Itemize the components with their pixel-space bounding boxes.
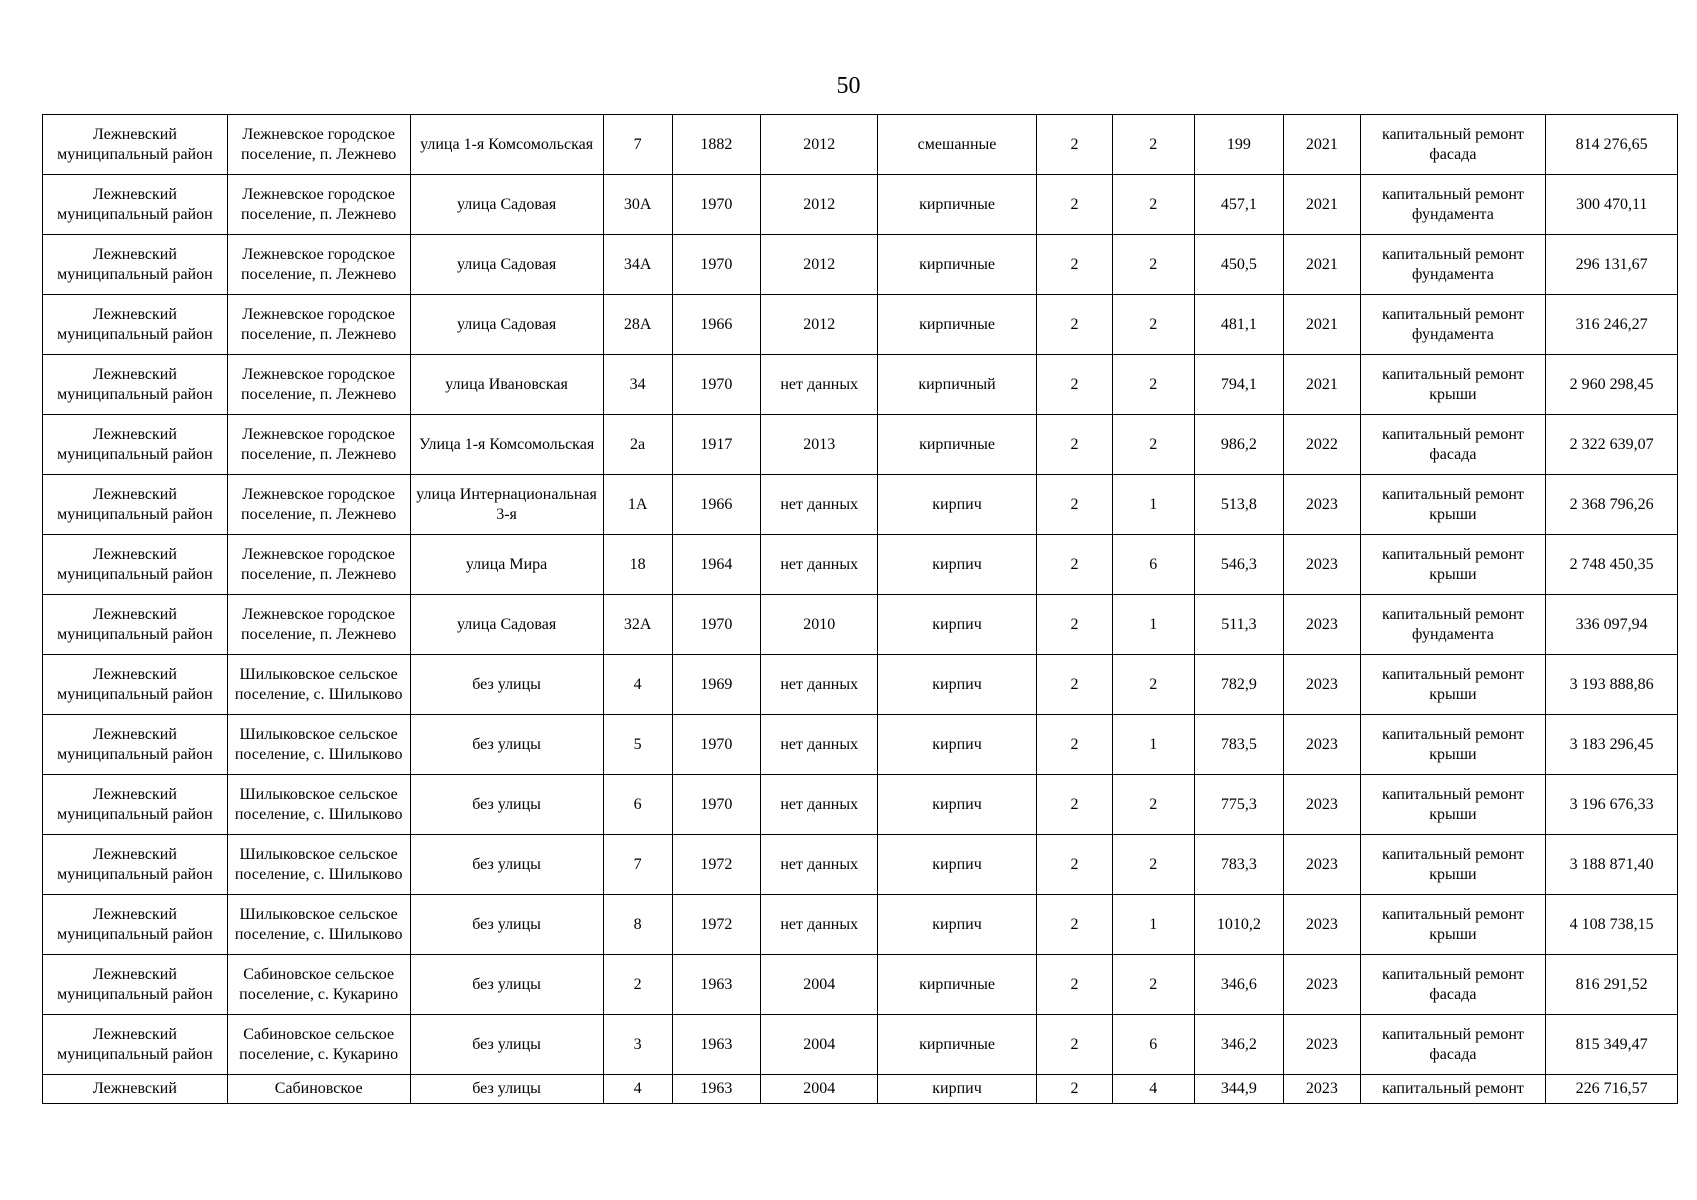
cell-wall-material: кирпичные [878,175,1037,235]
cell-district: Лежневский муниципальный район [43,715,228,775]
cell-last-repair-year: 2012 [761,115,878,175]
cell-street: Улица 1-я Комсомольская [410,415,603,475]
cell-repair-type: капитальный ремонт крыши [1360,475,1546,535]
cell-settlement: Шилыковское сельское поселение, с. Шилыково [227,835,410,895]
cell-planned-year: 2021 [1284,175,1360,235]
cell-cost: 336 097,94 [1546,595,1678,655]
cell-entrances-count: 2 [1113,355,1194,415]
cell-wall-material: кирпичные [878,955,1037,1015]
table-row [43,535,1678,595]
cell-build-year: 1970 [672,235,761,295]
cell-planned-year: 2023 [1284,535,1360,595]
cell-repair-type: капитальный ремонт крыши [1360,355,1546,415]
cell-district: Лежневский муниципальный район [43,1015,228,1075]
cell-settlement: Шилыковское сельское поселение, с. Шилыково [227,715,410,775]
cell-street: улица Садовая [410,175,603,235]
cell-wall-material: кирпич [878,475,1037,535]
cell-district: Лежневский муниципальный район [43,355,228,415]
cell-settlement: Сабиновское [227,1075,410,1104]
cell-street: без улицы [410,655,603,715]
table-row [43,955,1678,1015]
cell-planned-year: 2023 [1284,1015,1360,1075]
table-row [43,235,1678,295]
cell-planned-year: 2023 [1284,895,1360,955]
cell-settlement: Лежневское городское поселение, п. Лежнево [227,175,410,235]
cell-build-year: 1882 [672,115,761,175]
cell-build-year: 1970 [672,775,761,835]
cell-entrances-count: 6 [1113,535,1194,595]
cell-house-number: 30А [603,175,672,235]
cell-settlement: Шилыковское сельское поселение, с. Шилыково [227,895,410,955]
cell-entrances-count: 2 [1113,115,1194,175]
cell-house-number: 6 [603,775,672,835]
cell-wall-material: кирпич [878,655,1037,715]
cell-area: 782,9 [1194,655,1284,715]
cell-street: улица 1-я Комсомольская [410,115,603,175]
cell-cost: 226 716,57 [1546,1075,1678,1104]
cell-cost: 814 276,65 [1546,115,1678,175]
table-row [43,295,1678,355]
cell-wall-material: кирпичные [878,415,1037,475]
cell-district: Лежневский муниципальный район [43,475,228,535]
cell-planned-year: 2021 [1284,235,1360,295]
cell-repair-type: капитальный ремонт фундамента [1360,175,1546,235]
cell-wall-material: смешанные [878,115,1037,175]
cell-entrances-count: 6 [1113,1015,1194,1075]
cell-entrances-count: 2 [1113,235,1194,295]
cell-repair-type: капитальный ремонт фасада [1360,1015,1546,1075]
cell-floors-count: 2 [1036,595,1112,655]
table-row [43,175,1678,235]
cell-entrances-count: 1 [1113,895,1194,955]
cell-street: улица Садовая [410,595,603,655]
cell-settlement: Лежневское городское поселение, п. Лежнево [227,115,410,175]
cell-street: улица Интернациональная 3-я [410,475,603,535]
cell-area: 199 [1194,115,1284,175]
cell-last-repair-year: нет данных [761,655,878,715]
cell-last-repair-year: нет данных [761,835,878,895]
cell-floors-count: 2 [1036,775,1112,835]
cell-wall-material: кирпич [878,595,1037,655]
cell-district: Лежневский муниципальный район [43,955,228,1015]
cell-build-year: 1970 [672,175,761,235]
cell-cost: 300 470,11 [1546,175,1678,235]
cell-wall-material: кирпич [878,535,1037,595]
cell-entrances-count: 2 [1113,835,1194,895]
housing-repair-table [42,114,1678,1104]
cell-last-repair-year: 2004 [761,955,878,1015]
cell-entrances-count: 1 [1113,715,1194,775]
cell-last-repair-year: 2012 [761,175,878,235]
cell-settlement: Лежневское городское поселение, п. Лежнево [227,415,410,475]
cell-repair-type: капитальный ремонт фасада [1360,415,1546,475]
cell-planned-year: 2023 [1284,595,1360,655]
cell-district: Лежневский муниципальный район [43,535,228,595]
cell-street: улица Ивановская [410,355,603,415]
cell-settlement: Лежневское городское поселение, п. Лежнево [227,595,410,655]
cell-build-year: 1966 [672,295,761,355]
cell-last-repair-year: нет данных [761,355,878,415]
cell-last-repair-year: нет данных [761,715,878,775]
cell-floors-count: 2 [1036,355,1112,415]
cell-district: Лежневский муниципальный район [43,655,228,715]
cell-settlement: Лежневское городское поселение, п. Лежнево [227,235,410,295]
cell-last-repair-year: 2012 [761,295,878,355]
cell-house-number: 1А [603,475,672,535]
cell-entrances-count: 2 [1113,655,1194,715]
cell-wall-material: кирпич [878,775,1037,835]
cell-settlement: Шилыковское сельское поселение, с. Шилыково [227,655,410,715]
cell-wall-material: кирпич [878,1075,1037,1104]
cell-floors-count: 2 [1036,115,1112,175]
cell-floors-count: 2 [1036,175,1112,235]
cell-wall-material: кирпичный [878,355,1037,415]
cell-build-year: 1963 [672,955,761,1015]
cell-entrances-count: 2 [1113,955,1194,1015]
cell-build-year: 1972 [672,835,761,895]
cell-cost: 815 349,47 [1546,1015,1678,1075]
cell-last-repair-year: 2010 [761,595,878,655]
cell-build-year: 1970 [672,715,761,775]
cell-build-year: 1972 [672,895,761,955]
cell-wall-material: кирпич [878,835,1037,895]
cell-house-number: 2 [603,955,672,1015]
cell-floors-count: 2 [1036,1015,1112,1075]
cell-last-repair-year: нет данных [761,775,878,835]
cell-floors-count: 2 [1036,1075,1112,1104]
cell-settlement: Лежневское городское поселение, п. Лежнево [227,295,410,355]
cell-planned-year: 2021 [1284,295,1360,355]
table-row [43,895,1678,955]
cell-house-number: 5 [603,715,672,775]
cell-build-year: 1963 [672,1015,761,1075]
cell-area: 511,3 [1194,595,1284,655]
cell-planned-year: 2023 [1284,955,1360,1015]
cell-house-number: 18 [603,535,672,595]
cell-last-repair-year: 2013 [761,415,878,475]
cell-build-year: 1966 [672,475,761,535]
cell-repair-type: капитальный ремонт фасада [1360,115,1546,175]
cell-build-year: 1969 [672,655,761,715]
cell-floors-count: 2 [1036,475,1112,535]
cell-area: 450,5 [1194,235,1284,295]
cell-house-number: 7 [603,115,672,175]
cell-district: Лежневский муниципальный район [43,415,228,475]
cell-last-repair-year: нет данных [761,895,878,955]
cell-repair-type: капитальный ремонт крыши [1360,775,1546,835]
cell-district: Лежневский муниципальный район [43,295,228,355]
cell-build-year: 1970 [672,355,761,415]
table-row [43,415,1678,475]
cell-floors-count: 2 [1036,295,1112,355]
cell-street: улица Садовая [410,235,603,295]
cell-planned-year: 2023 [1284,835,1360,895]
table-row [43,775,1678,835]
cell-repair-type: капитальный ремонт крыши [1360,535,1546,595]
cell-area: 794,1 [1194,355,1284,415]
cell-last-repair-year: 2004 [761,1075,878,1104]
cell-area: 344,9 [1194,1075,1284,1104]
cell-settlement: Лежневское городское поселение, п. Лежнево [227,355,410,415]
cell-house-number: 32А [603,595,672,655]
cell-district: Лежневский муниципальный район [43,115,228,175]
cell-district: Лежневский [43,1075,228,1104]
cell-cost: 296 131,67 [1546,235,1678,295]
cell-area: 481,1 [1194,295,1284,355]
cell-area: 1010,2 [1194,895,1284,955]
cell-planned-year: 2023 [1284,655,1360,715]
cell-district: Лежневский муниципальный район [43,775,228,835]
cell-district: Лежневский муниципальный район [43,895,228,955]
cell-house-number: 28А [603,295,672,355]
cell-street: улица Мира [410,535,603,595]
cell-area: 775,3 [1194,775,1284,835]
cell-build-year: 1917 [672,415,761,475]
cell-planned-year: 2021 [1284,115,1360,175]
cell-wall-material: кирпич [878,715,1037,775]
cell-wall-material: кирпичные [878,235,1037,295]
cell-settlement: Лежневское городское поселение, п. Лежнево [227,535,410,595]
cell-build-year: 1970 [672,595,761,655]
cell-area: 457,1 [1194,175,1284,235]
cell-floors-count: 2 [1036,955,1112,1015]
cell-planned-year: 2023 [1284,475,1360,535]
cell-wall-material: кирпич [878,895,1037,955]
cell-planned-year: 2023 [1284,1075,1360,1104]
cell-build-year: 1964 [672,535,761,595]
table-row [43,115,1678,175]
cell-repair-type: капитальный ремонт крыши [1360,655,1546,715]
cell-floors-count: 2 [1036,235,1112,295]
cell-cost: 816 291,52 [1546,955,1678,1015]
cell-repair-type: капитальный ремонт крыши [1360,715,1546,775]
cell-area: 513,8 [1194,475,1284,535]
cell-repair-type: капитальный ремонт фасада [1360,955,1546,1015]
table-row [43,1075,1678,1104]
cell-floors-count: 2 [1036,835,1112,895]
cell-planned-year: 2022 [1284,415,1360,475]
cell-street: без улицы [410,835,603,895]
cell-street: без улицы [410,775,603,835]
cell-cost: 3 196 676,33 [1546,775,1678,835]
cell-build-year: 1963 [672,1075,761,1104]
cell-area: 346,6 [1194,955,1284,1015]
table-row [43,355,1678,415]
cell-floors-count: 2 [1036,715,1112,775]
cell-floors-count: 2 [1036,535,1112,595]
cell-house-number: 7 [603,835,672,895]
cell-cost: 2 960 298,45 [1546,355,1678,415]
table-row [43,835,1678,895]
cell-cost: 316 246,27 [1546,295,1678,355]
cell-area: 546,3 [1194,535,1284,595]
cell-repair-type: капитальный ремонт крыши [1360,835,1546,895]
table-row [43,655,1678,715]
cell-area: 783,5 [1194,715,1284,775]
cell-planned-year: 2023 [1284,775,1360,835]
cell-cost: 3 183 296,45 [1546,715,1678,775]
cell-wall-material: кирпичные [878,295,1037,355]
cell-cost: 2 748 450,35 [1546,535,1678,595]
table-row [43,715,1678,775]
cell-area: 986,2 [1194,415,1284,475]
table-row [43,1015,1678,1075]
cell-repair-type: капитальный ремонт крыши [1360,895,1546,955]
cell-area: 783,3 [1194,835,1284,895]
cell-entrances-count: 2 [1113,175,1194,235]
cell-last-repair-year: 2012 [761,235,878,295]
cell-entrances-count: 2 [1113,415,1194,475]
cell-entrances-count: 2 [1113,775,1194,835]
cell-last-repair-year: нет данных [761,535,878,595]
cell-planned-year: 2021 [1284,355,1360,415]
cell-street: без улицы [410,1075,603,1104]
cell-repair-type: капитальный ремонт [1360,1075,1546,1104]
cell-repair-type: капитальный ремонт фундамента [1360,235,1546,295]
cell-entrances-count: 1 [1113,595,1194,655]
cell-house-number: 3 [603,1015,672,1075]
table-row [43,475,1678,535]
cell-floors-count: 2 [1036,895,1112,955]
cell-district: Лежневский муниципальный район [43,175,228,235]
cell-settlement: Лежневское городское поселение, п. Лежнево [227,475,410,535]
cell-district: Лежневский муниципальный район [43,235,228,295]
table-row [43,595,1678,655]
cell-settlement: Сабиновское сельское поселение, с. Кукарино [227,1015,410,1075]
cell-repair-type: капитальный ремонт фундамента [1360,295,1546,355]
cell-entrances-count: 1 [1113,475,1194,535]
cell-street: без улицы [410,895,603,955]
cell-cost: 2 368 796,26 [1546,475,1678,535]
cell-repair-type: капитальный ремонт фундамента [1360,595,1546,655]
cell-entrances-count: 4 [1113,1075,1194,1104]
cell-wall-material: кирпичные [878,1015,1037,1075]
cell-street: улица Садовая [410,295,603,355]
cell-house-number: 34А [603,235,672,295]
cell-street: без улицы [410,1015,603,1075]
cell-house-number: 4 [603,1075,672,1104]
cell-house-number: 2а [603,415,672,475]
cell-house-number: 8 [603,895,672,955]
cell-district: Лежневский муниципальный район [43,595,228,655]
page-number: 50 [836,73,861,99]
cell-cost: 2 322 639,07 [1546,415,1678,475]
cell-house-number: 34 [603,355,672,415]
cell-street: без улицы [410,715,603,775]
cell-area: 346,2 [1194,1015,1284,1075]
cell-floors-count: 2 [1036,415,1112,475]
cell-house-number: 4 [603,655,672,715]
cell-cost: 4 108 738,15 [1546,895,1678,955]
cell-district: Лежневский муниципальный район [43,835,228,895]
cell-cost: 3 193 888,86 [1546,655,1678,715]
cell-settlement: Сабиновское сельское поселение, с. Кукарино [227,955,410,1015]
cell-last-repair-year: 2004 [761,1015,878,1075]
cell-entrances-count: 2 [1113,295,1194,355]
cell-floors-count: 2 [1036,655,1112,715]
cell-settlement: Шилыковское сельское поселение, с. Шилыково [227,775,410,835]
cell-street: без улицы [410,955,603,1015]
cell-last-repair-year: нет данных [761,475,878,535]
cell-planned-year: 2023 [1284,715,1360,775]
cell-cost: 3 188 871,40 [1546,835,1678,895]
